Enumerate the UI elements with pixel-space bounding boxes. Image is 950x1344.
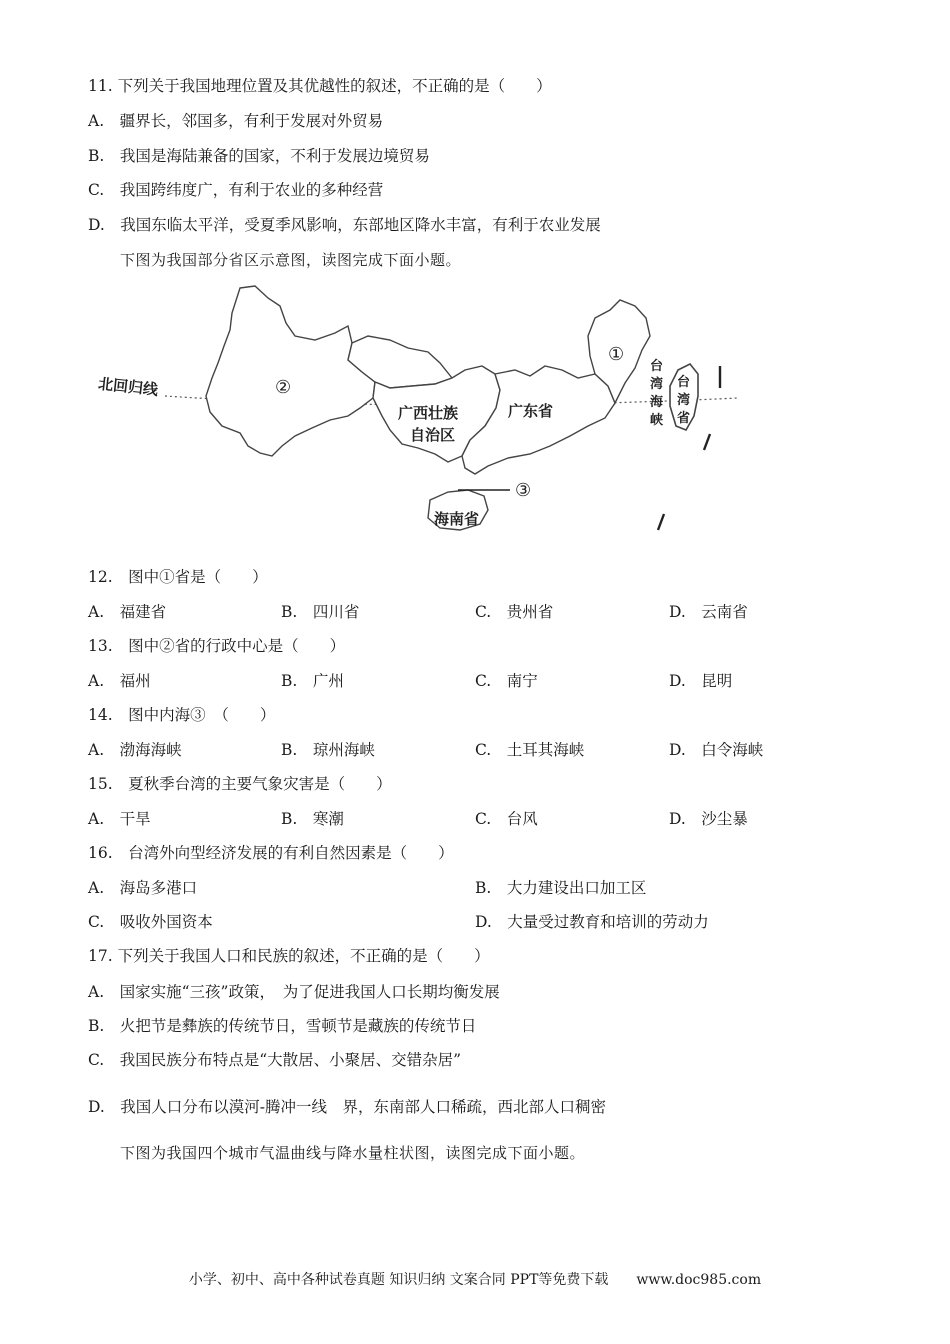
- guangdong-label: 广东省: [508, 402, 554, 420]
- guangxi-label-line2: 自治区: [410, 426, 456, 444]
- taiwan-char-1: 台: [677, 375, 691, 390]
- q17-option-d: D. 我国人口分布以漠河-腾冲一线 界，东南部人口稀疏，西北部人口稠密: [88, 1098, 607, 1116]
- q11-option-d: D. 我国东临太平洋，受夏季风影响，东部地区降水丰富，有利于农业发展: [88, 216, 601, 234]
- q15-option-c: C. 台风: [475, 810, 538, 828]
- q15-stem: 15. 夏秋季台湾的主要气象灾害是（ ）: [88, 775, 392, 793]
- q11-option-a: A. 疆界长，邻国多，有利于发展对外贸易: [88, 112, 384, 130]
- q11-stem: 11. 下列关于我国地理位置及其优越性的叙述，不正确的是（ ）: [88, 77, 552, 95]
- q14-option-d: D. 白令海峡: [669, 741, 764, 759]
- taiwan-char-2: 湾: [677, 393, 691, 408]
- q13-option-a: A. 福州: [88, 672, 151, 690]
- q11-option-b: B. 我国是海陆兼备的国家，不利于发展边境贸易: [88, 147, 430, 165]
- q14-stem: 14. 图中内海③ （ ）: [88, 706, 276, 724]
- page-footer: 小学、初中、高中各种试卷真题 知识归纳 文案合同 PPT等免费下载 www.doc985.com: [188, 1272, 762, 1288]
- q16-stem: 16. 台湾外向型经济发展的有利自然因素是（ ）: [88, 844, 454, 862]
- q12-option-d: D. 云南省: [669, 603, 748, 621]
- map-intro: 下图为我国部分省区示意图，读图完成下面小题。: [120, 251, 462, 269]
- q12-option-c: C. 贵州省: [475, 603, 554, 621]
- q16-option-b: B. 大力建设出口加工区: [475, 879, 647, 897]
- q16-option-a: A. 海岛多港口: [88, 879, 198, 897]
- strait-char-4: 峡: [650, 413, 664, 428]
- q14-option-b: B. 琼州海峡: [281, 741, 375, 759]
- q15-option-b: B. 寒潮: [281, 810, 344, 828]
- tropic-label: 北回归线: [97, 374, 159, 399]
- q17-option-b: B. 火把节是彝族的传统节日，雪顿节是藏族的传统节日: [88, 1017, 477, 1035]
- q14-option-c: C. 土耳其海峡: [475, 741, 585, 759]
- q12-option-b: B. 四川省: [281, 603, 360, 621]
- q14-option-a: A. 渤海海峡: [88, 741, 182, 759]
- q17-option-c: C. 我国民族分布特点是“大散居、小聚居、交错杂居”: [88, 1051, 462, 1069]
- q16-option-d: D. 大量受过教育和培训的劳动力: [475, 913, 709, 931]
- strait-char-1: 台: [650, 359, 664, 374]
- q15-option-d: D. 沙尘暴: [669, 810, 748, 828]
- chart-intro: 下图为我国四个城市气温曲线与降水量柱状图，读图完成下面小题。: [120, 1144, 586, 1162]
- sea-mark-2: [704, 434, 710, 450]
- marker-3: ③: [515, 480, 532, 501]
- strait-char-3: 海: [650, 395, 664, 410]
- guangxi-label-line1: 广西壮族: [398, 404, 459, 422]
- marker-1: ①: [608, 344, 625, 365]
- marker-2: ②: [275, 377, 292, 398]
- q16-option-c: C. 吸收外国资本: [88, 913, 213, 931]
- q13-option-d: D. 昆明: [669, 672, 733, 690]
- q12-stem: 12. 图中①省是（ ）: [88, 568, 268, 586]
- q12-option-a: A. 福建省: [88, 603, 167, 621]
- q13-option-b: B. 广州: [281, 672, 344, 690]
- q17-option-a: A. 国家实施“三孩”政策， 为了促进我国人口长期均衡发展: [88, 983, 500, 1001]
- q13-option-c: C. 南宁: [475, 672, 538, 690]
- q17-stem: 17. 下列关于我国人口和民族的叙述，不正确的是（ ）: [88, 947, 490, 965]
- q11-option-c: C. 我国跨纬度广，有利于农业的多种经营: [88, 181, 384, 199]
- q15-option-a: A. 干旱: [88, 810, 151, 828]
- taiwan-char-3: 省: [677, 411, 691, 426]
- province-map: [90, 278, 750, 546]
- strait-char-2: 湾: [650, 377, 664, 392]
- province-2-outline: [206, 286, 375, 456]
- sea-mark-3: [658, 514, 664, 530]
- hainan-label: 海南省: [434, 510, 480, 528]
- q13-stem: 13. 图中②省的行政中心是（ ）: [88, 637, 346, 655]
